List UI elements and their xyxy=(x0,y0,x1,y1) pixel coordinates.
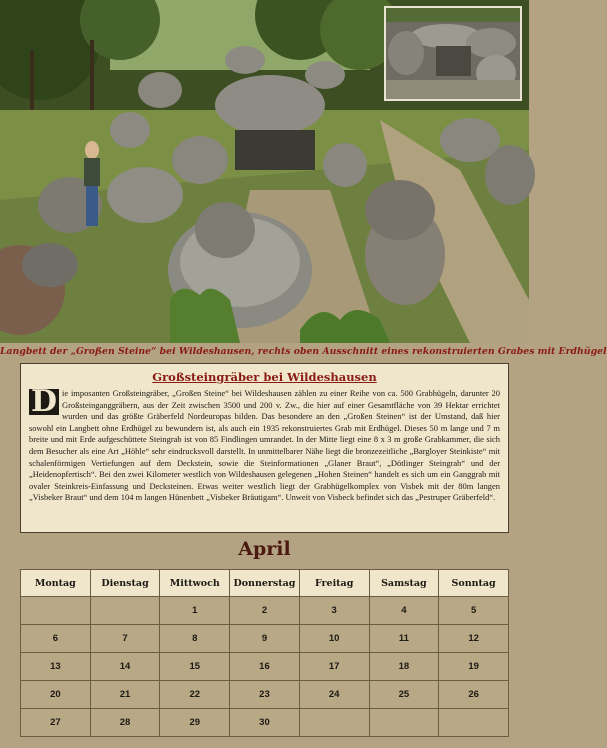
calendar-week-row xyxy=(21,709,509,737)
calendar-day-cell: 18 xyxy=(369,653,439,681)
calendar-day-cell xyxy=(439,709,509,737)
calendar-day-cell: 6 xyxy=(21,625,91,653)
calendar-day-cell: 2 xyxy=(230,597,300,625)
calendar-day-cell: 8 xyxy=(160,625,230,653)
calendar-day-cell: 17 xyxy=(299,653,369,681)
article-title: Großsteingräber bei Wildeshausen xyxy=(152,370,377,384)
calendar-day-cell: 25 xyxy=(369,681,439,709)
weekday-header: Samstag xyxy=(369,570,439,597)
calendar-day-cell: 28 xyxy=(90,709,160,737)
weekday-header: Mittwoch xyxy=(160,570,230,597)
calendar-week-row xyxy=(21,625,509,653)
month-title: April xyxy=(238,538,291,560)
article-box xyxy=(20,363,509,533)
calendar-day-cell: 5 xyxy=(439,597,509,625)
weekday-header: Freitag xyxy=(299,570,369,597)
calendar-week-row xyxy=(21,597,509,625)
photo-caption: Langbett der „Großen Steine“ bei Wildeshausen, rechts oben Ausschnitt eines rekonstruierten Grabes mit Erdhügel xyxy=(0,346,607,357)
calendar-day-cell: 24 xyxy=(299,681,369,709)
megalith-photo xyxy=(0,0,529,343)
calendar-grid xyxy=(20,569,509,737)
calendar-day-cell: 9 xyxy=(230,625,300,653)
calendar-day-cell: 10 xyxy=(299,625,369,653)
calendar-day-cell xyxy=(90,597,160,625)
calendar-day-cell: 3 xyxy=(299,597,369,625)
calendar-day-cell: 22 xyxy=(160,681,230,709)
calendar-day-cell: 7 xyxy=(90,625,160,653)
calendar-day-cell: 14 xyxy=(90,653,160,681)
weekday-header: Sonntag xyxy=(439,570,509,597)
calendar-day-cell: 15 xyxy=(160,653,230,681)
calendar-day-cell: 26 xyxy=(439,681,509,709)
calendar-day-cell: 20 xyxy=(21,681,91,709)
calendar-day-cell: 29 xyxy=(160,709,230,737)
weekday-header-row xyxy=(21,570,509,597)
calendar-day-cell: 13 xyxy=(21,653,91,681)
calendar-day-cell: 19 xyxy=(439,653,509,681)
calendar-day-cell xyxy=(299,709,369,737)
calendar-day-cell xyxy=(21,597,91,625)
article-text: ie imposanten Großsteingräber, „Großen Steine“ bei Wildeshausen zählen zu einer Reihe von ca. 500 Grabhügeln, darunter 20 Großsteinganggräbern, aus der Zeit zwischen 3500 und 200 v. Zw., die hier auf einer Gesamtfläche von 39 Hektar errichtet wurden und das größte Gräberfeld Nordeuropas bilden. Das besondere an den „Großen Steinen“ ist der Umstand, daß hier sowohl ein Langbett ohne Erdhügel zu bewundern ist, als auch ein 1935 rekonstruiertes Grab mit Erdhügel. Dieses 50 m lange und 7 m breite und mit Erde aufgeschüttete Steingrab ist von 85 Findlingen umrandet. In der Mitte liegt eine 8 x 3 m große Grabkammer, die sich dem Besucher als eine Art „Höhle“ sehr eindrucksvoll darstellt. In unmittelbarer Nähe liegt die bronzezeitliche „Bargloyer Steinkiste“ mit schalenförmigen Vertiefungen auf dem Deckstein, sowie die Steinformationen „Glaner Braut“, „Dötlinger Steingrab“ und der „Heidenopfertisch“. Bei den zwei Kilometer westlich von Wildeshausen gelegenen „Hohen Steinen“ handelt es sich um ein Ganggrab mit ovaler Steinkreis-Einfassung und Decksteinen. Etwas weiter westlich liegt der Grabhügelkomplex von Visbek mit der 80m langen „Visbeker Braut“ und dem 104 m langen Hünenbett „Visbeker Bräutigam“. Unweit von Visbeck befindet sich das „Pestruper Gräberfeld“. xyxy=(29,388,500,503)
calendar-day-cell: 16 xyxy=(230,653,300,681)
calendar-day-cell: 30 xyxy=(230,709,300,737)
reconstructed-grave-illustration xyxy=(386,8,520,99)
calendar-day-cell: 23 xyxy=(230,681,300,709)
calendar-day-cell: 21 xyxy=(90,681,160,709)
calendar-day-cell: 11 xyxy=(369,625,439,653)
calendar-day-cell xyxy=(369,709,439,737)
calendar-week-row xyxy=(21,653,509,681)
weekday-header: Donnerstag xyxy=(230,570,300,597)
inset-reconstructed-grave-photo xyxy=(384,6,522,101)
article-body xyxy=(29,384,500,504)
calendar-day-cell: 4 xyxy=(369,597,439,625)
drop-cap: D xyxy=(31,384,58,419)
weekday-header: Dienstag xyxy=(90,570,160,597)
calendar-day-cell: 12 xyxy=(439,625,509,653)
calendar-week-row xyxy=(21,681,509,709)
weekday-header: Montag xyxy=(21,570,91,597)
calendar-day-cell: 27 xyxy=(21,709,91,737)
calendar-day-cell: 1 xyxy=(160,597,230,625)
